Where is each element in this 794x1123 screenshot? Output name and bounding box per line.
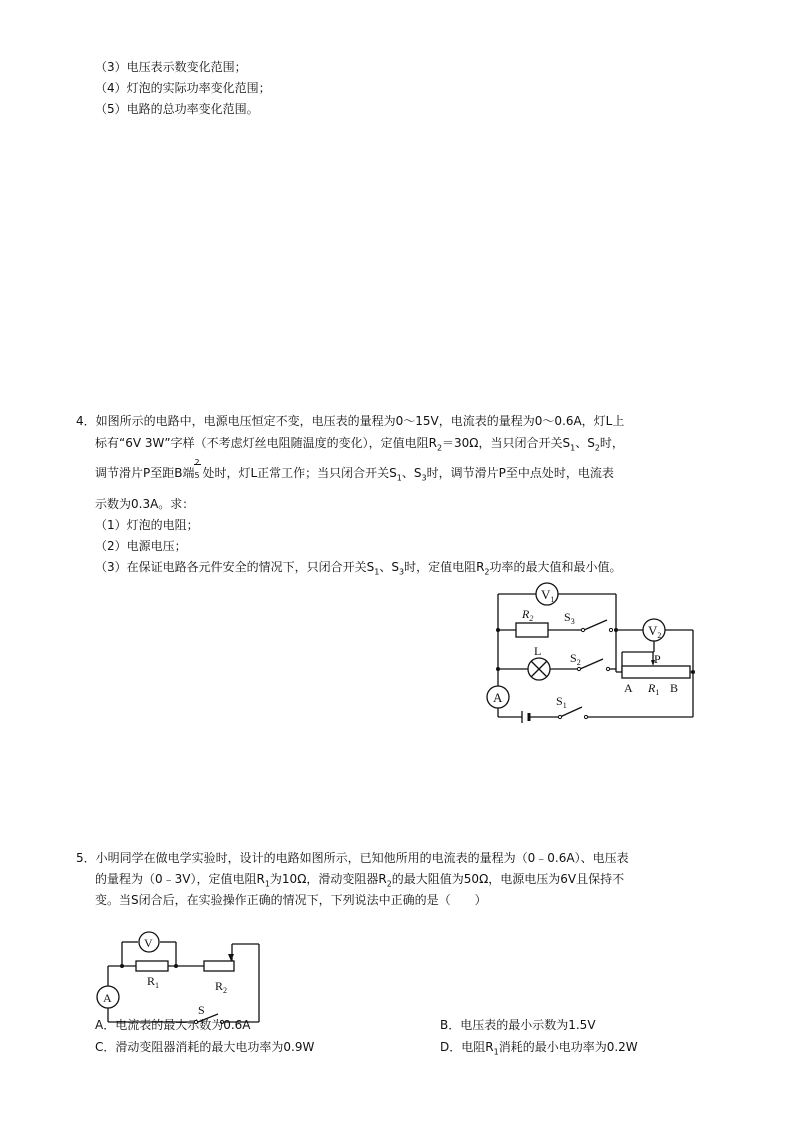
- svg-text:R2: $R_2$: [215, 979, 228, 995]
- svg-text:S1: $S_1$: [556, 694, 567, 710]
- q3-item-3: （3）电压表示数变化范围；: [95, 60, 247, 74]
- svg-text:V: V: [144, 936, 153, 950]
- q5-line-2: 的量程为（0﹣3V），定值电阻$R_1$为10Ω，滑动变阻器$R_2$的最大阻值为50Ω，电源电压为6V且保持不: [95, 872, 625, 889]
- q4-line-1: 4．如图所示的电路中，电源电压恒定不变，电压表的量程为0～15V，电流表的量程为0～0.6A，灯L上: [76, 414, 625, 428]
- svg-text:R1: $R_1$: [147, 974, 160, 990]
- rheostat-r1: [622, 666, 690, 678]
- svg-text:V1: $V_1$: [541, 587, 555, 604]
- svg-text:A: A: [624, 681, 633, 695]
- svg-text:P: P: [654, 652, 661, 666]
- svg-text:R1: $R_1$: [648, 681, 660, 697]
- svg-text:L: L: [534, 644, 542, 658]
- q5-option-b: B．电压表的最小示数为1.5V: [440, 1018, 596, 1032]
- svg-text:S2: $S_2$: [570, 651, 581, 667]
- q3-item-4: （4）灯泡的实际功率变化范围；: [95, 81, 271, 95]
- q5-line-1: 5．小明同学在做电学实验时，设计的电路如图所示，已知他所用的电流表的量程为（0﹣0.6A）、电压表: [76, 851, 629, 865]
- svg-text:B: B: [670, 681, 679, 695]
- resistor-r2: [516, 623, 548, 637]
- q5-option-d: D．电阻$R_1$消耗的最小电功率为0.2W: [440, 1040, 638, 1057]
- svg-text:R2: $R_2$: [522, 607, 534, 623]
- svg-text:A: A: [103, 991, 112, 1005]
- resistor-r1: [136, 961, 168, 971]
- q4-circuit-diagram: [478, 580, 708, 725]
- svg-text:S: S: [198, 1003, 205, 1017]
- q5-option-a: A．电流表的最大示数为0.6A: [95, 1018, 251, 1032]
- q4-sub-3: （3）在保证电路各元件安全的情况下，只闭合开关$S_1$、$S_3$时，定值电阻$R_2$功率的最大值和最小值。: [95, 560, 622, 577]
- q4-sub-1: （1）灯泡的电阻；: [95, 518, 199, 532]
- q5-circuit-diagram: [94, 930, 266, 1030]
- rheostat-r2: [204, 961, 234, 971]
- q4-line-4: 示数为0.3A。求：: [95, 497, 195, 511]
- q3-item-5: （5）电路的总功率变化范围。: [95, 102, 259, 116]
- q5-option-c: C．滑动变阻器消耗的最大电功率为0.9W: [95, 1040, 315, 1054]
- q4-sub-2: （2）电源电压；: [95, 539, 187, 553]
- svg-text:S3: $S_3$: [564, 610, 575, 626]
- q5-line-3: 变。当S闭合后，在实验操作正确的情况下，下列说法中正确的是（ ）: [95, 893, 487, 907]
- svg-text:V2: $V_2$: [648, 623, 662, 640]
- q4-line-3: 调节滑片P至距B端 $\frac{2}{5}$ 处时，灯L正常工作；当只闭合开关$S_1$、$S_3$时，调节滑片P至中点处时，电流表: [95, 458, 614, 483]
- svg-text:A: A: [493, 690, 503, 705]
- slider-arrow-icon: [228, 954, 234, 961]
- q4-line-2: 标有“6V 3W”字样（不考虑灯丝电阻随温度的变化），定值电阻$R_2=30\Omega$，当只闭合开关$S_1$、$S_2$时，: [95, 436, 624, 453]
